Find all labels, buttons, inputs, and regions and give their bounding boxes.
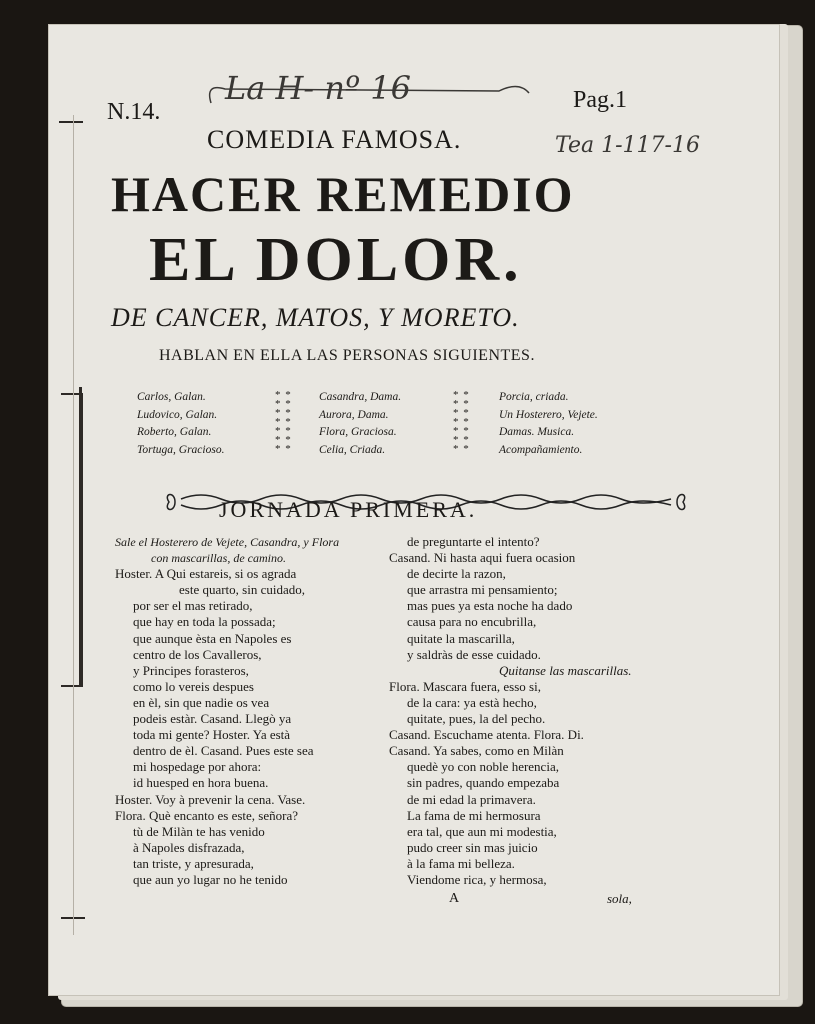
verse-line: este quarto, sin cuidado, xyxy=(179,582,305,598)
verse-line: causa para no encubrilla, xyxy=(407,614,537,630)
verse-line: sin padres, quando empezaba xyxy=(407,775,560,791)
title-line-1: HACER REMEDIO xyxy=(111,166,575,222)
verse-line: id huesped en hora buena. xyxy=(133,775,269,791)
verse-line: que aun yo lugar no he tenido xyxy=(133,871,288,887)
verse-line: que aunque èsta en Napoles es xyxy=(133,630,292,646)
verse-line: de preguntarte el intento? xyxy=(407,534,540,549)
handwritten-shelf-mark: Tea 1-117-16 xyxy=(555,133,700,158)
cast-entry: Celia, Criada. xyxy=(319,443,386,456)
cast-list-col-1 xyxy=(137,389,224,459)
verse-line: centro de los Cavalleros, xyxy=(133,646,262,662)
cast-entry: Acompañamiento. xyxy=(499,443,583,456)
signature-mark: A xyxy=(449,891,460,906)
verse-line: como lo vereis despues xyxy=(133,678,254,694)
verse-line: toda mi gente? Hoster. Ya està xyxy=(133,727,291,743)
verse-line: Flora. Mascara fuera, esso si, xyxy=(389,678,541,694)
cast-entry: Damas. Musica. xyxy=(499,426,575,438)
right-text-column xyxy=(389,534,632,888)
verse-line: quitate, pues, la del pecho. xyxy=(407,711,546,727)
cast-entry: Un Hosterero, Vejete. xyxy=(499,408,598,421)
verse-line: Hoster. Voy à prevenir la cena. Vase. xyxy=(115,791,306,807)
verse-line: y Principes forasteros, xyxy=(133,662,249,678)
cast-entry: Aurora, Dama. xyxy=(319,408,389,421)
verse-line: mi hospedage por ahora: xyxy=(133,759,262,775)
verse-line: en èl, sin que nadie os vea xyxy=(133,694,270,710)
verse-line: por ser el mas retirado, xyxy=(133,598,253,614)
subtitle: COMEDIA FAMOSA. xyxy=(207,125,462,154)
verse-line: de la cara: ya està hecho, xyxy=(407,694,537,710)
cast-entry: Carlos, Galan. xyxy=(137,391,206,403)
handwritten-catalog-note: La H- nº 16 xyxy=(225,69,411,107)
verse-line: dentro de èl. Casand. Pues este sea xyxy=(133,743,314,759)
cast-entry: Porcia, criada. xyxy=(499,391,569,403)
verse-line: Casand. Escuchame atenta. Flora. Di. xyxy=(389,727,584,743)
verse-line: que hay en toda la possada; xyxy=(133,614,276,630)
star-ornament-1: * * * * * * * * * * * * * * xyxy=(275,389,292,455)
cast-heading: HABLAN EN ELLA LAS PERSONAS SIGUIENTES. xyxy=(159,347,535,364)
verse-line: mas pues ya esta noche ha dado xyxy=(407,598,573,614)
authors-line: DE CANCER, MATOS, Y MORETO. xyxy=(111,303,520,332)
left-text-column xyxy=(115,534,339,888)
cast-entry: Roberto, Galan. xyxy=(137,426,212,438)
stitch-top xyxy=(59,121,83,123)
verse-line: La fama de mi hermosura xyxy=(407,807,541,823)
catchword: sola, xyxy=(607,891,632,906)
verse-line: era tal, que aun mi modestia, xyxy=(407,823,557,839)
verse-line: de decirte la razon, xyxy=(407,566,506,582)
left-margin-line xyxy=(73,115,74,935)
cast-entry: Ludovico, Galan. xyxy=(137,408,218,421)
verse-line: y saldràs de esse cuidado. xyxy=(407,646,541,662)
verse-line: Hoster. A Qui estareis, si os agrada xyxy=(115,566,297,582)
verse-line: quedè yo con noble herencia, xyxy=(407,759,559,775)
verse-line: Viendome rica, y hermosa, xyxy=(407,871,547,887)
comedy-number: N.14. xyxy=(107,99,161,125)
title-line-2: EL DOLOR. xyxy=(149,226,523,294)
cast-entry: Flora, Graciosa. xyxy=(319,426,397,438)
stage-direction: Quitanse las mascarillas. xyxy=(499,662,632,678)
cast-list-col-2 xyxy=(319,389,401,459)
verse-line: Flora. Què encanto es este, señora? xyxy=(115,807,299,823)
stage-direction: Sale el Hosterero de Vejete, Casandra, y Flora xyxy=(115,535,340,549)
verse-line: de mi edad la primavera. xyxy=(407,791,536,807)
verse-line: tan triste, y apresurada, xyxy=(133,855,254,871)
cast-entry: Tortuga, Gracioso. xyxy=(137,443,225,456)
verse-line: podeis estàr. Casand. Llegò ya xyxy=(133,711,292,727)
document-page xyxy=(48,24,780,996)
verse-line: tù de Milàn te has venido xyxy=(133,823,265,839)
stage-direction: con mascarillas, de camino. xyxy=(151,551,286,566)
verse-line: que arrastra mi pensamiento; xyxy=(407,582,558,598)
verse-line: quitate la mascarilla, xyxy=(407,630,515,646)
verse-line: pudo creer sin mas juicio xyxy=(407,839,538,855)
star-ornament-2: * * * * * * * * * * * * * * xyxy=(453,389,470,455)
verse-line: Casand. Ni hasta aqui fuera ocasion xyxy=(389,550,576,566)
cast-entry: Casandra, Dama. xyxy=(319,391,402,403)
verse-line: à Napoles disfrazada, xyxy=(133,839,245,855)
page-number: Pag.1 xyxy=(573,87,627,113)
cast-list-col-3 xyxy=(499,389,598,459)
verse-line: Casand. Ya sabes, como en Milàn xyxy=(389,743,564,759)
act-heading: JORNADA PRIMERA. xyxy=(219,497,478,522)
binding-thread-box xyxy=(61,393,83,687)
verse-line: à la fama mi belleza. xyxy=(407,855,515,871)
